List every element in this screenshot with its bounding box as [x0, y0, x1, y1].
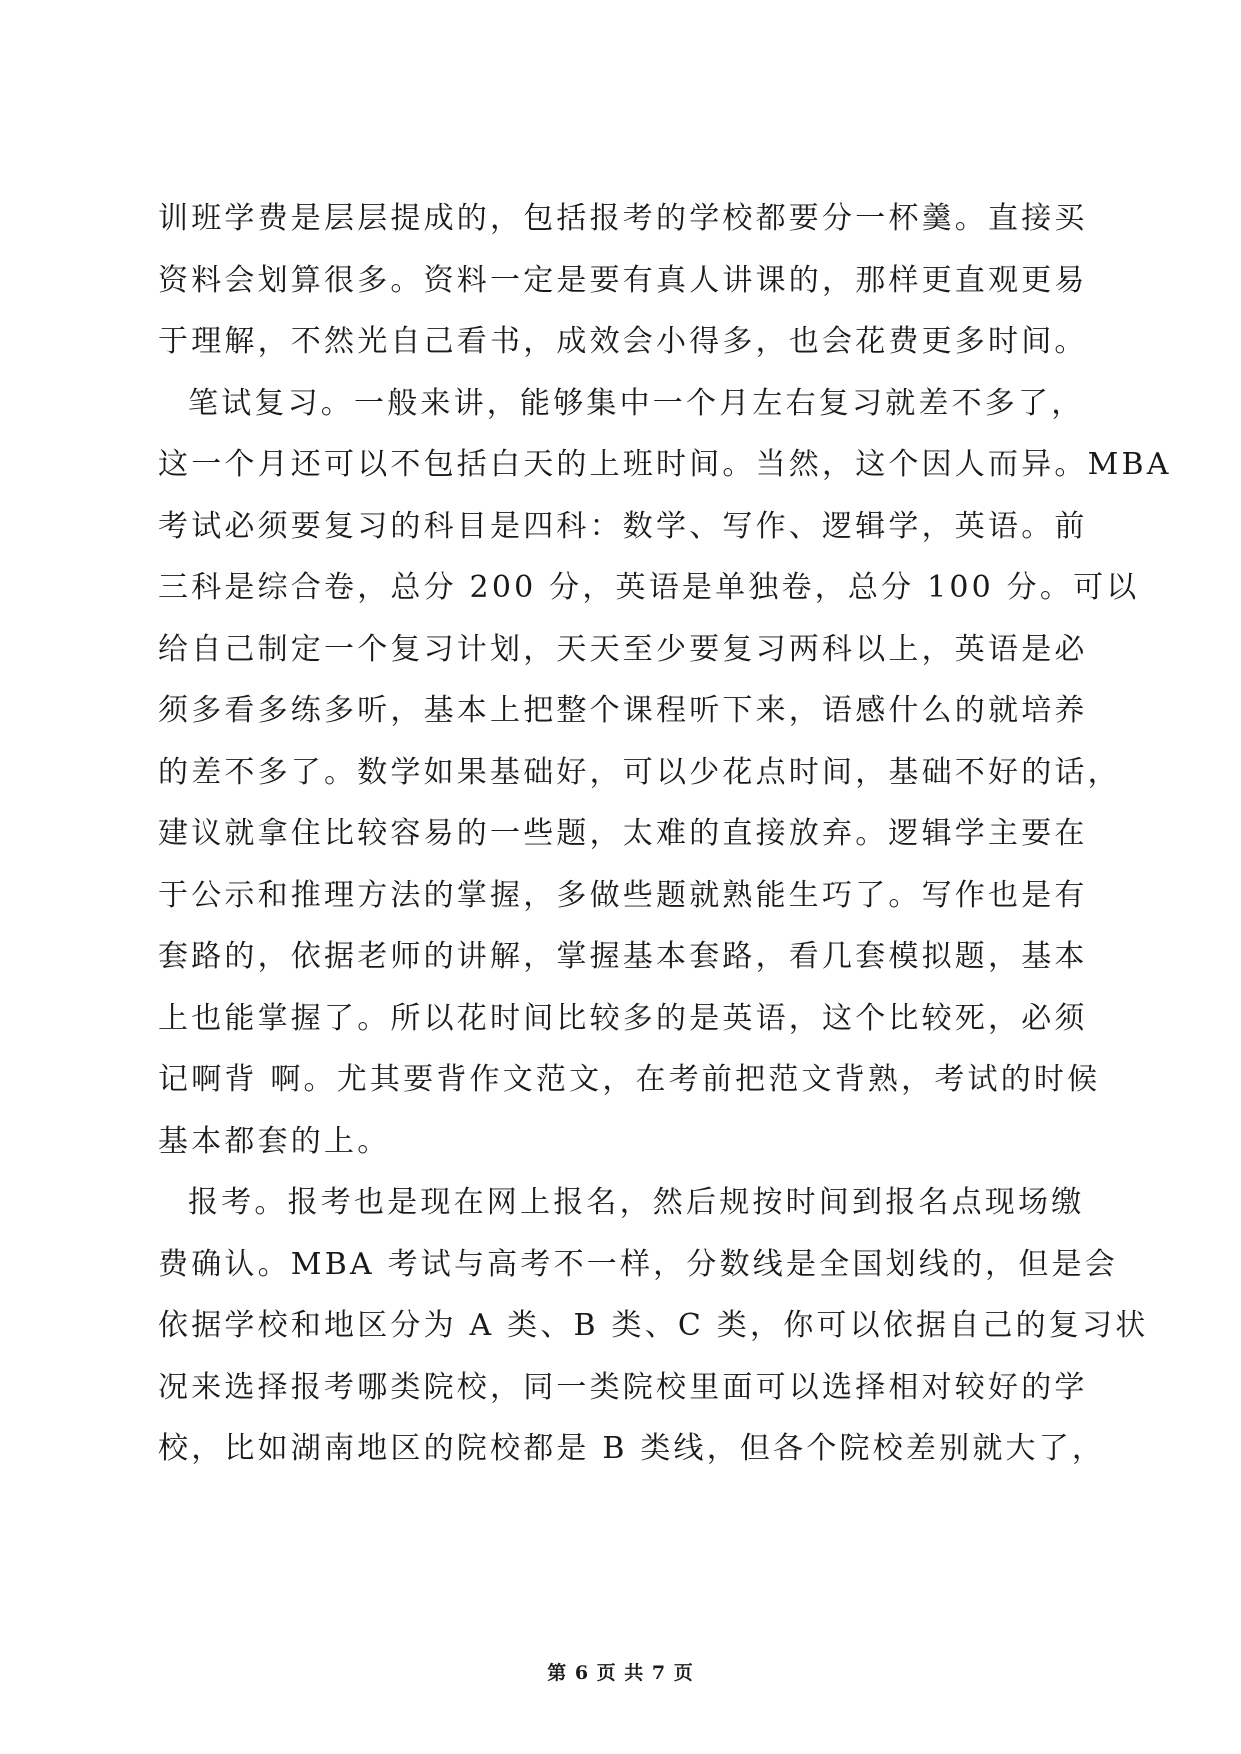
text-line: 建议就拿住比较容易的一些题，太难的直接放弃。逻辑学主要在	[158, 816, 1088, 851]
text-line: 笔试复习。一般来讲，能够集中一个月左右复习就差不多了，	[188, 385, 1085, 421]
text-line: 训班学费是层层提成的，包括报考的学校都要分一杯羹。直接买	[158, 201, 1088, 236]
text-line: 给自己制定一个复习计划，天天至少要复习两科以上，英语是必	[158, 631, 1088, 667]
body-text	[158, 188, 1172, 1480]
page-footer: 第 6 页 共 7 页	[547, 1662, 694, 1684]
text-line: 考试必须要复习的科目是四科：数学、写作、逻辑学，英语。前	[158, 508, 1088, 544]
text-line: 于理解，不然光自己看书，成效会小得多，也会花费更多时间。	[158, 324, 1088, 359]
text-line: 的差不多了。数学如果基础好，可以少花点时间，基础不好的话，	[158, 754, 1121, 790]
text-line: 报考。报考也是现在网上报名，然后规按时间到报名点现场缴	[188, 1185, 1085, 1220]
text-line: 这一个月还可以不包括白天的上班时间。当然，这个因人而异。MBA	[158, 447, 1172, 482]
text-line: 三科是综合卷，总分 200 分，英语是单独卷，总分 100 分。可以	[158, 570, 1140, 605]
text-line: 况来选择报考哪类院校，同一类院校里面可以选择相对较好的学	[158, 1369, 1088, 1405]
text-line: 校，比如湖南地区的院校都是 B 类线，但各个院校差别就大了，	[158, 1431, 1106, 1466]
text-line: 费确认。MBA 考试与高考不一样，分数线是全国划线的，但是会	[158, 1246, 1118, 1282]
text-line: 记啊背 啊。尤其要背作文范文，在考前把范文背熟，考试的时候	[158, 1062, 1101, 1097]
text-line: 于公示和推理方法的掌握，多做些题就熟能生巧了。写作也是有	[158, 877, 1088, 913]
text-line: 须多看多练多听，基本上把整个课程听下来，语感什么的就培养	[158, 693, 1088, 728]
text-line: 依据学校和地区分为 A 类、B 类、C 类，你可以依据自己的复习状	[158, 1308, 1149, 1343]
text-line: 资料会划算很多。资料一定是要有真人讲课的，那样更直观更易	[158, 262, 1088, 298]
text-line: 上也能掌握了。所以花时间比较多的是英语，这个比较死，必须	[158, 1000, 1088, 1036]
text-line: 套路的，依据老师的讲解，掌握基本套路，看几套模拟题，基本	[158, 939, 1088, 974]
text-line: 基本都套的上。	[158, 1123, 391, 1159]
